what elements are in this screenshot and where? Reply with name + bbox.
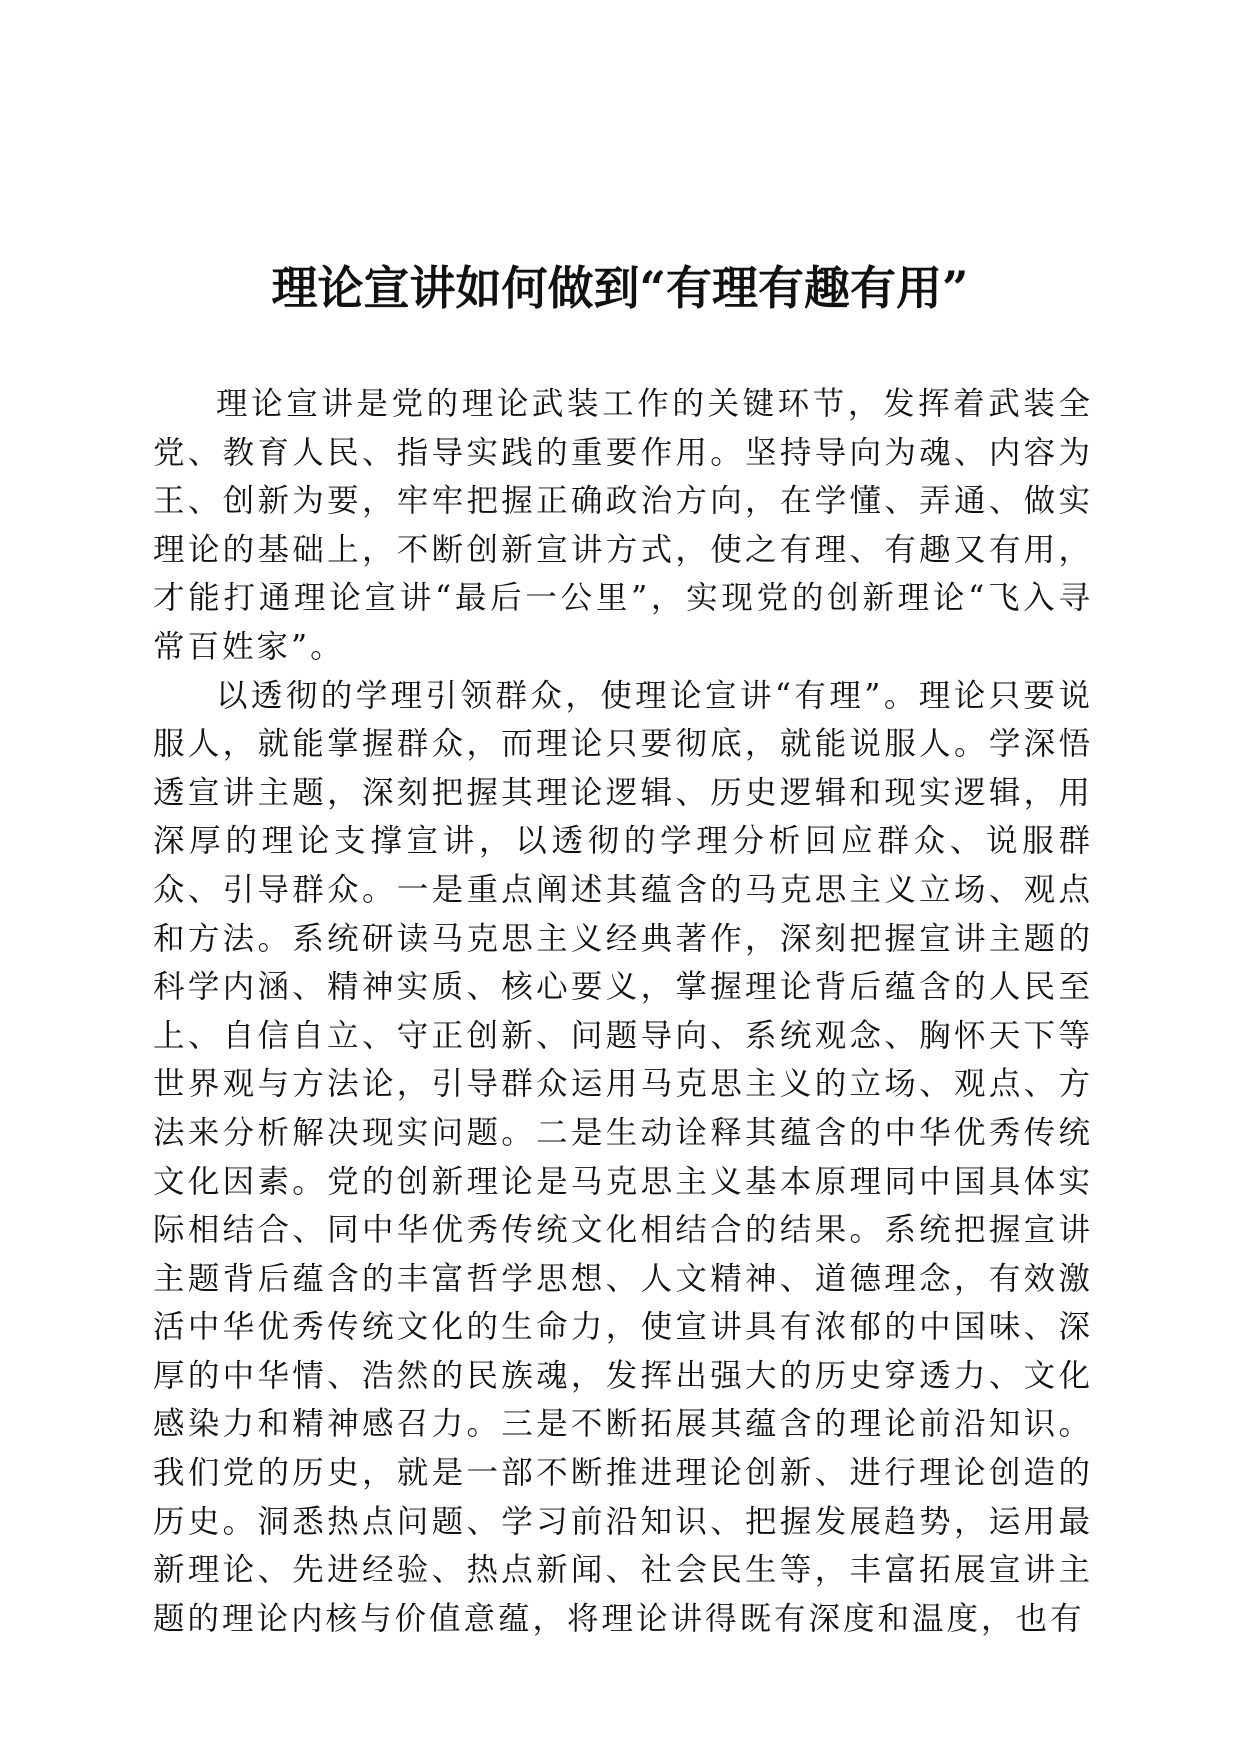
paragraph-intro: 理论宣讲是党的理论武装工作的关键环节，发挥着武装全党、教育人民、指导实践的重要作用。坚持导向为魂、内容为王、创新为要，牢牢把握正确政治方向，在学懂、弄通、做实理论的基础上，不断创新宣讲方式，使之有理、有趣又有用，才能打通理论宣讲“最后一公里”，实现党的创新理论“飞入寻常百姓家”。 <box>153 386 1093 665</box>
document-title: 理论宣讲如何做到“有理有趣有用” <box>271 261 969 315</box>
paragraph-youli: 以透彻的学理引领群众，使理论宣讲“有理”。理论只要说服人，就能掌握群众，而理论只要彻底，就能说服人。学深悟透宣讲主题，深刻把握其理论逻辑、历史逻辑和现实逻辑，用深厚的理论支撑宣讲，以透彻的学理分析回应群众、说服群众、引导群众。一是重点阐述其蕴含的马克思主义立场、观点和方法。系统研读马克思主义经典著作，深刻把握宣讲主题的科学内涵、精神实质、核心要义，掌握理论背后蕴含的人民至上、自信自立、守正创新、问题导向、系统观念、胸怀天下等世界观与方法论，引导群众运用马克思主义的立场、观点、方法来分析解决现实问题。二是生动诠释其蕴含的中华优秀传统文化因素。党的创新理论是马克思主义基本原理同中国具体实际相结合、同中华优秀传统文化相结合的结果。系统把握宣讲主题背后蕴含的丰富哲学思想、人文精神、道德理念，有效激活中华优秀传统文化的生命力，使宣讲具有浓郁的中国味、深厚的中华情、浩然的民族魂，发挥出强大的历史穿透力、文化感染力和精神感召力。三是不断拓展其蕴含的理论前沿知识。我们党的历史，就是一部不断推进理论创新、进行理论创造的历史。洞悉热点问题、学习前沿知识、把握发展趋势，运用最新理论、先进经验、热点新闻、社会民生等，丰富拓展宣讲主题的理论内核与价值意蕴，将理论讲得既有深度和温度，也有 <box>153 677 1093 1637</box>
document-body <box>153 380 1093 1643</box>
